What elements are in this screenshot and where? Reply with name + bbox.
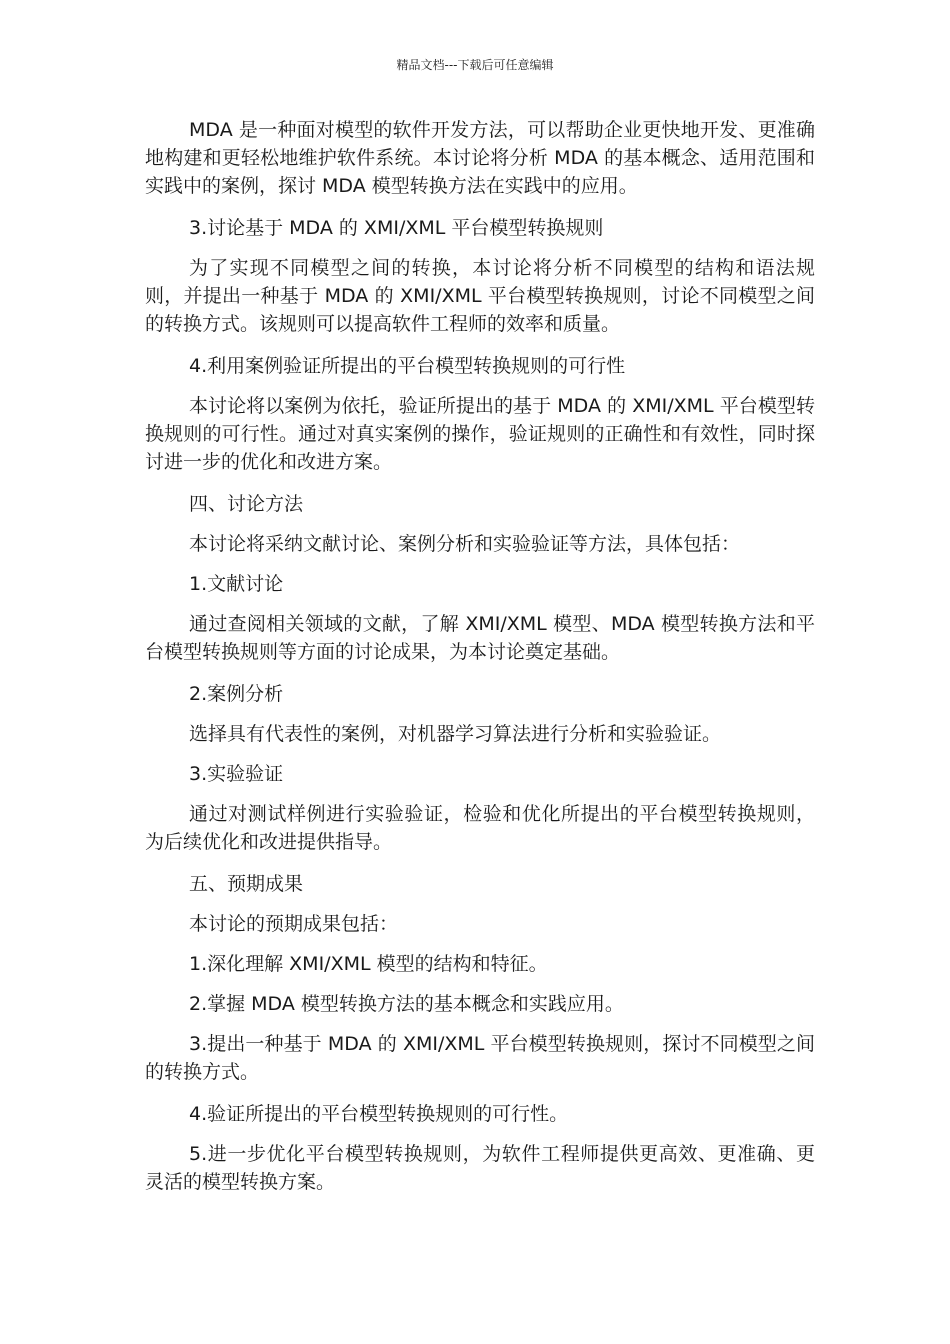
method-heading-experiment: 3.实验验证 — [189, 763, 284, 785]
outcome-item-2: 2.掌握 MDA 模型转换方法的基本概念和实践应用。 — [189, 993, 624, 1015]
method-heading-case: 2.案例分析 — [189, 683, 284, 705]
paragraph-outcomes-intro: 本讨论的预期成果包括： — [189, 913, 399, 935]
paragraph-mda-intro: MDA 是一种面对模型的软件开发方法，可以帮助企业更快地开发、更准确地构建和更轻松地维护软件系统。本讨论将分析 MDA 的基本概念、适用范围和实践中的案例，探讨 MDA 模型转换方法在实践中的应用。 — [145, 119, 815, 197]
outcome-item-3: 3.提出一种基于 MDA 的 XMI/XML 平台模型转换规则，探讨不同模型之间的转换方式。 — [145, 1033, 815, 1083]
paragraph-literature: 通过查阅相关领域的文献，了解 XMI/XML 模型、MDA 模型转换方法和平台模型转换规则等方面的讨论成果，为本讨论奠定基础。 — [145, 613, 815, 663]
paragraph-experiment: 通过对测试样例进行实验验证，检验和优化所提出的平台模型转换规则，为后续优化和改进提供指导。 — [145, 803, 815, 853]
page-header: 精品文档---下载后可任意编辑 — [396, 58, 554, 72]
paragraph-case: 选择具有代表性的案例，对机器学习算法进行分析和实验验证。 — [189, 723, 722, 745]
method-heading-literature: 1.文献讨论 — [189, 573, 284, 595]
outcome-item-4: 4.验证所提出的平台模型转换规则的可行性。 — [189, 1103, 569, 1125]
paragraph-case-validation: 本讨论将以案例为依托，验证所提出的基于 MDA 的 XMI/XML 平台模型转换规则的可行性。通过对真实案例的操作，验证规则的正确性和有效性，同时探讨进一步的优化和改进方案。 — [145, 395, 815, 473]
outcome-item-1: 1.深化理解 XMI/XML 模型的结构和特征。 — [189, 953, 548, 975]
paragraph-methods-intro: 本讨论将采纳文献讨论、案例分析和实验验证等方法，具体包括： — [189, 533, 741, 555]
outcome-item-5: 5.进一步优化平台模型转换规则，为软件工程师提供更高效、更准确、更灵活的模型转换方案。 — [145, 1143, 815, 1193]
heading-item-4: 4.利用案例验证所提出的平台模型转换规则的可行性 — [189, 355, 626, 377]
heading-item-3: 3.讨论基于 MDA 的 XMI/XML 平台模型转换规则 — [189, 217, 604, 239]
document-body — [145, 116, 815, 1210]
section-heading-outcomes: 五、预期成果 — [189, 873, 304, 895]
section-heading-methods: 四、讨论方法 — [189, 493, 304, 515]
paragraph-conversion-rules: 为了实现不同模型之间的转换，本讨论将分析不同模型的结构和语法规则，并提出一种基于 MDA 的 XMI/XML 平台模型转换规则，讨论不同模型之间的转换方式。该规则可以提高软件工程师的效率和质量。 — [145, 257, 815, 335]
